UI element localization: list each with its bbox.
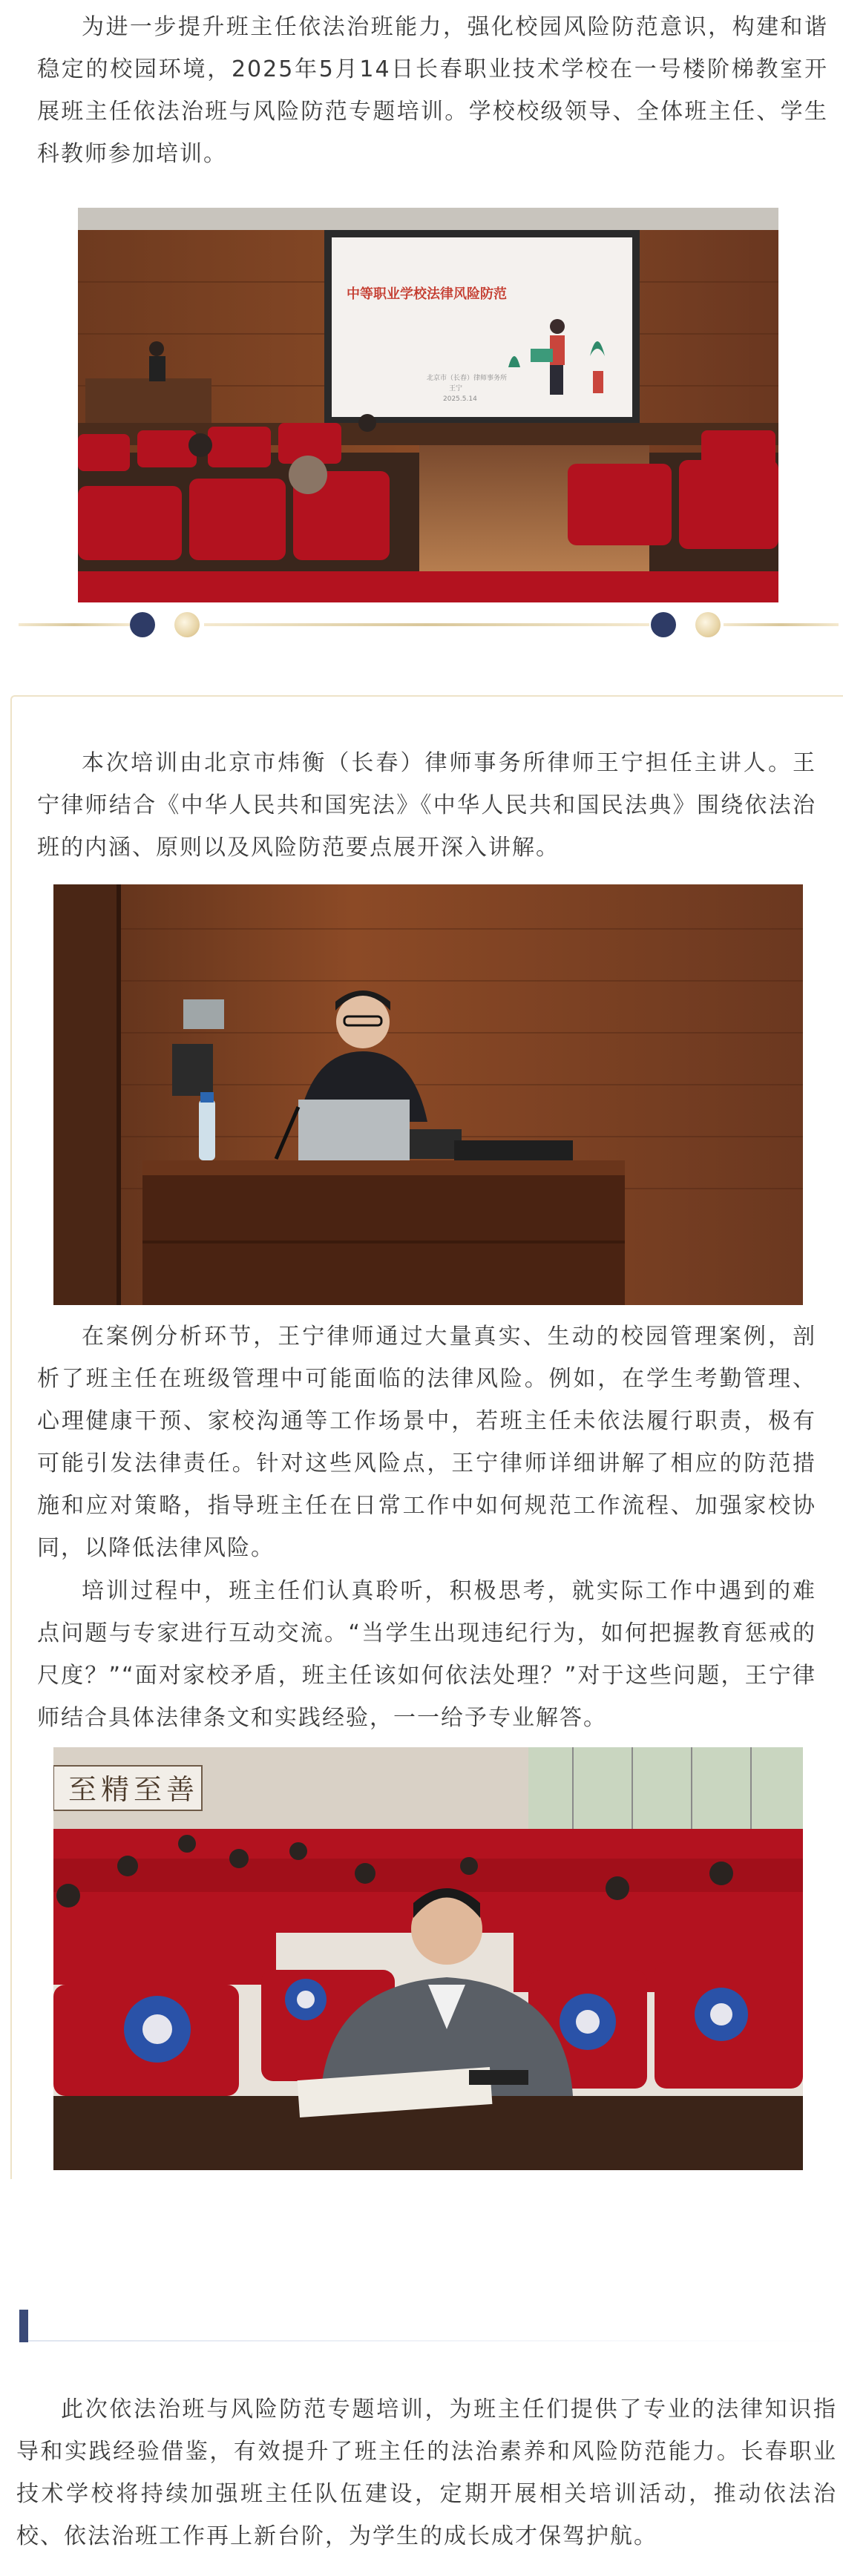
screen-subtitle-1: 北京市（长春）律师事务所 xyxy=(427,375,508,382)
speaker-paragraph: 本次培训由北京市炜衡（长春）律师事务所律师王宁担任主讲人。王宁律师结合《中华人民共和国宪法》《中华人民共和国民法典》围绕依法治班的内涵、原则以及风险防范要点展开深入讲解。 xyxy=(37,750,816,861)
screen-date: 2025.5.14 xyxy=(443,395,477,403)
divider-line xyxy=(204,623,649,626)
hall-banner: 至精至善 xyxy=(68,1773,200,1806)
divider-dot-navy xyxy=(130,612,155,637)
conclusion-paragraph: 此次依法治班与风险防范专题培训，为班主任们提供了专业的法律知识指导和实践经验借鉴，有效提升了班主任的法治素养和风险防范能力。长春职业技术学校将持续加强班主任队伍建设，定期开展相关培训活动，推动依法治校、依法治班工作再上新台阶，为学生的成长成才保驾护航。 xyxy=(16,2396,837,2549)
photo-lecture-hall xyxy=(78,208,778,602)
intro-paragraph: 为进一步提升班主任依法治班能力，强化校园风险防范意识，构建和谐稳定的校园环境，2025年5月14日长春职业技术学校在一号楼阶梯教室开展班主任依法治班与风险防范专题培训。学校校级领导、全体班主任、学生科教师参加培训。 xyxy=(37,14,828,167)
divider-line xyxy=(724,623,839,626)
divider-line xyxy=(19,623,130,626)
decorative-divider xyxy=(19,610,839,640)
photo-audience xyxy=(53,1747,803,2170)
cases-paragraph: 在案例分析环节，王宁律师通过大量真实、生动的校园管理案例，剖析了班主任在班级管理中可能面临的法律风险。例如，在学生考勤管理、心理健康干预、家校沟通等工作场景中，若班主任未依法履行职责，极有可能引发法律责任。针对这些风险点，王宁律师详细讲解了相应的防范措施和应对策略，指导班主任在日常工作中如何规范工作流程、加强家校协同，以降低法律风险。 xyxy=(37,1324,816,1561)
divider-dot-navy xyxy=(651,612,676,637)
screen-title: 中等职业学校法律风险防范 xyxy=(347,286,507,302)
section-marker-bar xyxy=(19,2310,28,2342)
section-marker-line xyxy=(28,2340,843,2342)
screen-subtitle-2: 王宁 xyxy=(449,385,463,392)
divider-dot-gold xyxy=(174,612,200,637)
photo-speaker xyxy=(53,884,803,1305)
divider-dot-gold xyxy=(695,612,721,637)
interaction-paragraph: 培训过程中，班主任们认真聆听，积极思考，就实际工作中遇到的难点问题与专家进行互动交流。“当学生出现违纪行为，如何把握教育惩戒的尺度？”“面对家校矛盾，班主任该如何依法处理？”对于这些问题，王宁律师结合具体法律条文和实践经验，一一给予专业解答。 xyxy=(37,1578,816,1731)
